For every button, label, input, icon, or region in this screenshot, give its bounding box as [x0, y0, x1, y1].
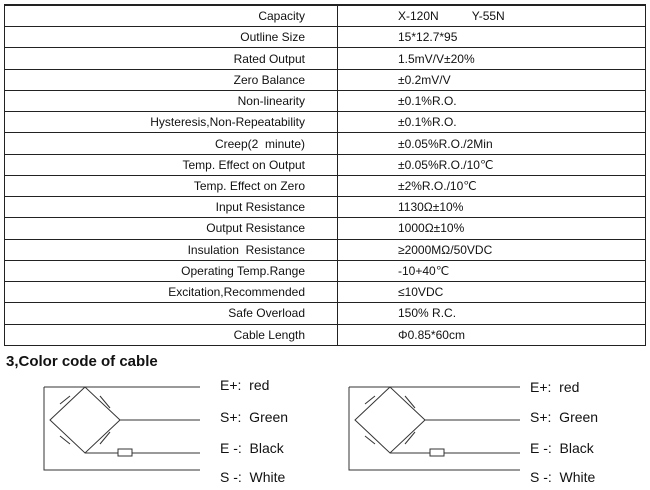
- spec-row: [5, 175, 646, 196]
- spec-value: ≥2000MΩ/50VDC: [338, 239, 646, 260]
- spec-row: [5, 282, 646, 303]
- wire-label-s-plus-right: S+: Green: [530, 409, 599, 425]
- wire-label-e-plus-left: E+: red: [220, 377, 270, 393]
- spec-row: [5, 303, 646, 324]
- spec-row: [5, 239, 646, 260]
- spec-row: [5, 112, 646, 133]
- spec-row: [5, 5, 646, 27]
- spec-value: 1130Ω±10%: [338, 197, 646, 218]
- spec-param: Safe Overload: [5, 303, 338, 324]
- spec-value: ±0.05%R.O./2Min: [338, 133, 646, 154]
- spec-row: [5, 324, 646, 345]
- spec-row: [5, 27, 646, 48]
- spec-row: [5, 154, 646, 175]
- spec-row: [5, 90, 646, 111]
- spec-param: Outline Size: [5, 27, 338, 48]
- spec-param: Output Resistance: [5, 218, 338, 239]
- spec-param: Creep(2 minute): [5, 133, 338, 154]
- spec-value: 150% R.C.: [338, 303, 646, 324]
- spec-row: [5, 218, 646, 239]
- spec-param: Insulation Resistance: [5, 239, 338, 260]
- spec-value: ±0.2mV/V: [338, 69, 646, 90]
- spec-param: Excitation,Recommended: [5, 282, 338, 303]
- spec-value: ±0.1%R.O.: [338, 90, 646, 111]
- spec-param: Hysteresis,Non-Repeatability: [5, 112, 338, 133]
- spec-param: Rated Output: [5, 48, 338, 69]
- spec-param: Input Resistance: [5, 197, 338, 218]
- spec-value: ±2%R.O./10℃: [338, 175, 646, 196]
- spec-row: [5, 48, 646, 69]
- wire-label-e-minus-right: E -: Black: [530, 440, 594, 456]
- spec-value: 15*12.7*95: [338, 27, 646, 48]
- spec-value: 1000Ω±10%: [338, 218, 646, 239]
- spec-row: [5, 69, 646, 90]
- spec-param: Operating Temp.Range: [5, 260, 338, 281]
- bridge-circuit-left: [44, 387, 200, 470]
- spec-param: Temp. Effect on Output: [5, 154, 338, 175]
- spec-value: 1.5mV/V±20%: [338, 48, 646, 69]
- spec-value: Φ0.85*60cm: [338, 324, 646, 345]
- spec-param: Capacity: [5, 5, 338, 27]
- wire-label-e-plus-right: E+: red: [530, 379, 580, 395]
- spec-table: [4, 4, 646, 346]
- section-title: 3,Color code of cable: [6, 353, 158, 370]
- bridge-circuit-right: [349, 387, 520, 470]
- spec-value: ±0.1%R.O.: [338, 112, 646, 133]
- spec-param: Non-linearity: [5, 90, 338, 111]
- spec-row: [5, 133, 646, 154]
- spec-value: ≤10VDC: [338, 282, 646, 303]
- spec-row: [5, 260, 646, 281]
- spec-row: [5, 197, 646, 218]
- wire-label-s-plus-left: S+: Green: [220, 409, 289, 425]
- spec-value: ±0.05%R.O./10℃: [338, 154, 646, 175]
- spec-param: Zero Balance: [5, 69, 338, 90]
- wire-label-e-minus-left: E -: Black: [220, 440, 284, 456]
- spec-value: -10+40℃: [338, 260, 646, 281]
- spec-value: X-120N Y-55N: [338, 5, 646, 27]
- wire-label-s-minus-right: S -: White: [530, 469, 596, 485]
- wire-label-s-minus-left: S -: White: [220, 469, 286, 485]
- spec-param: Temp. Effect on Zero: [5, 175, 338, 196]
- spec-param: Cable Length: [5, 324, 338, 345]
